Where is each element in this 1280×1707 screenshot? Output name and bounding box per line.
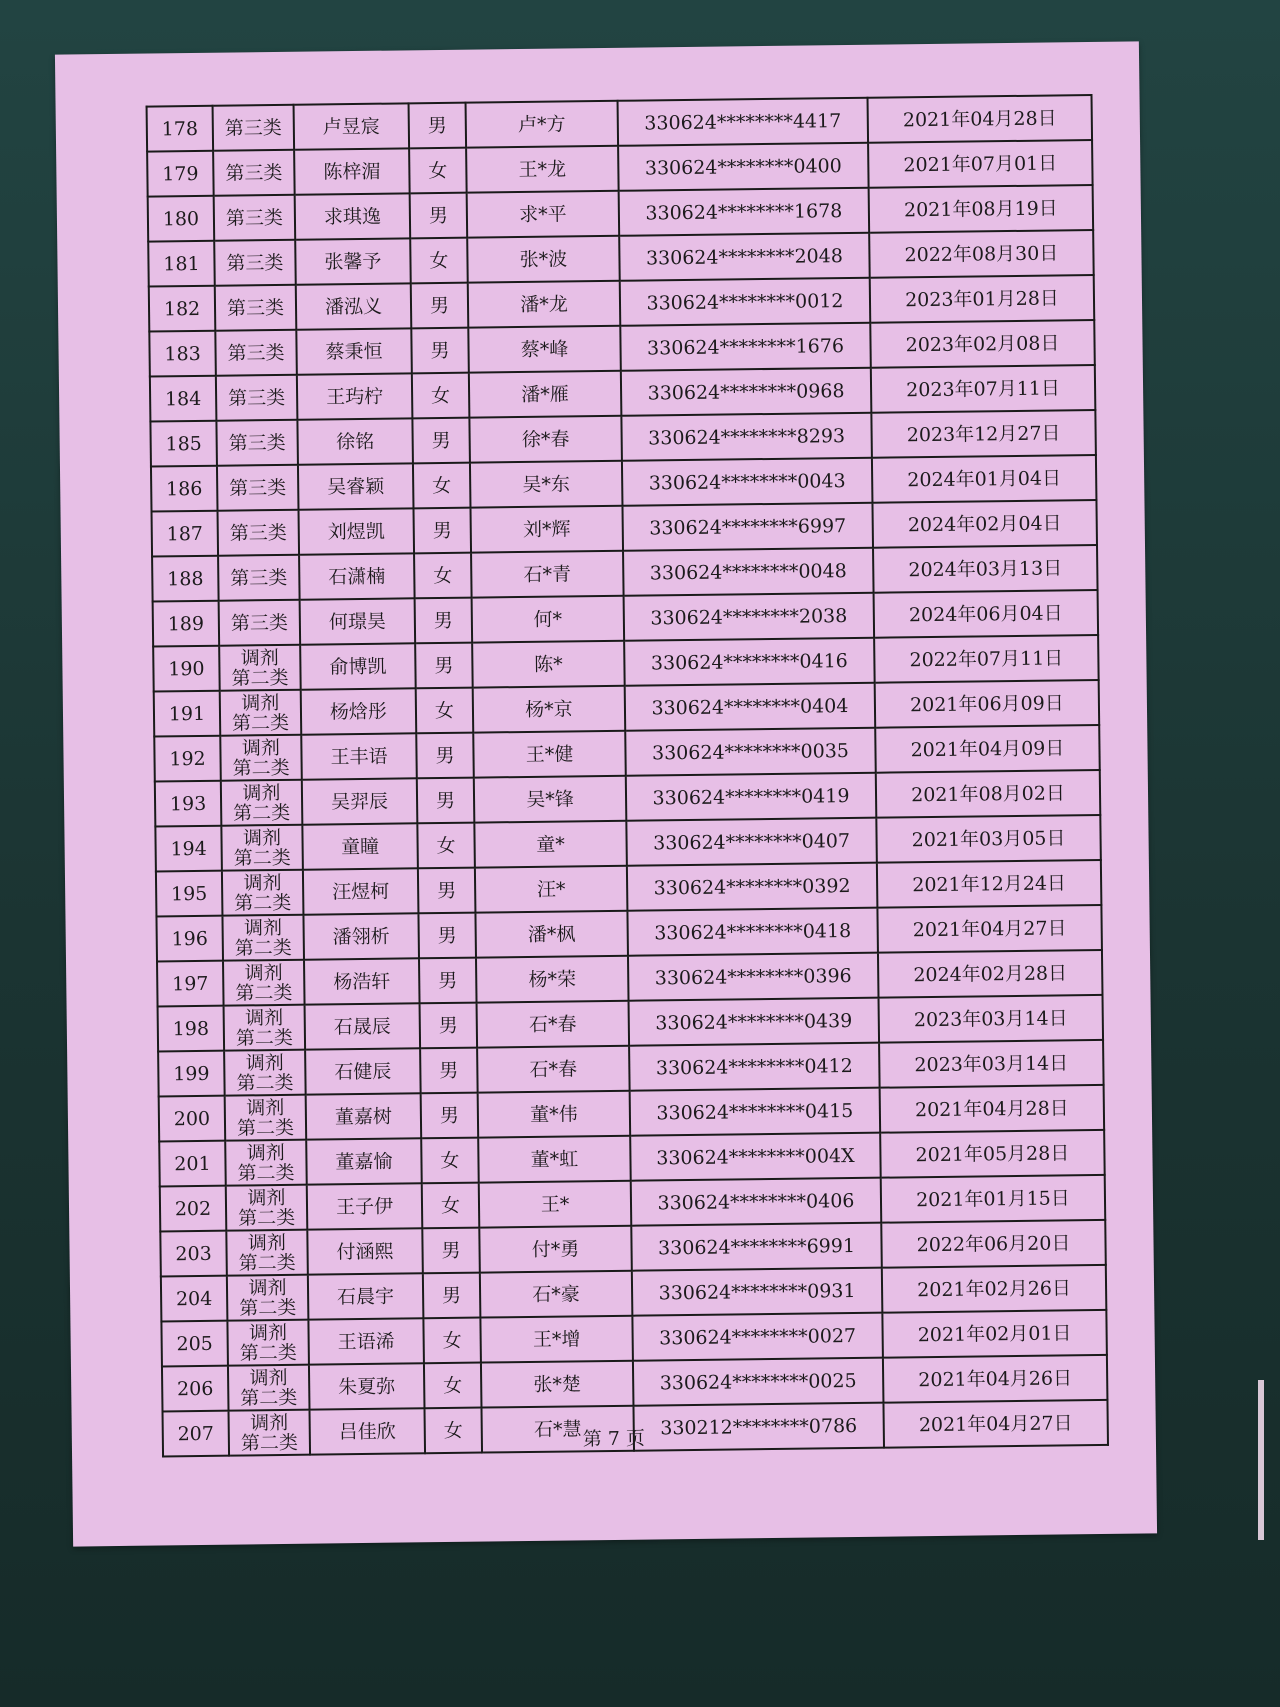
category-cell (220, 690, 302, 736)
category-cell: 第三类 (218, 555, 300, 601)
category-cell (226, 1230, 308, 1276)
guardian-name-cell: 潘*枫 (475, 911, 628, 958)
table-body (147, 95, 1108, 1456)
row-number-cell: 206 (162, 1366, 229, 1412)
gender-cell: 男 (419, 958, 477, 1004)
gender-cell: 男 (415, 598, 473, 644)
guardian-name-cell: 王*健 (473, 731, 626, 778)
gender-cell: 男 (411, 283, 469, 329)
category-line-2: 第二类 (232, 756, 290, 780)
category-cell (224, 1005, 306, 1051)
notice-sheet (55, 41, 1157, 1546)
guardian-name-cell: 王*增 (480, 1316, 633, 1363)
category-line-1: 调剂 (246, 1141, 285, 1164)
category-cell (225, 1140, 307, 1186)
guardian-name-cell: 张*波 (467, 236, 620, 283)
category-line-1: 调剂 (240, 646, 279, 669)
row-number-cell: 204 (161, 1276, 228, 1322)
category-line-2: 第二类 (236, 1116, 295, 1140)
birth-date-cell: 2021年08月19日 (869, 185, 1094, 233)
row-number-cell: 183 (149, 331, 216, 377)
guardian-name-cell: 何* (472, 596, 625, 643)
row-number-cell: 205 (161, 1321, 228, 1367)
category-line-2: 第二类 (236, 1071, 294, 1095)
guardian-name-cell: 张*楚 (481, 1361, 634, 1408)
id-number-cell: 330624********0406 (631, 1178, 882, 1226)
row-number-cell: 195 (156, 871, 223, 917)
guardian-name-cell: 杨*荣 (476, 956, 629, 1003)
enrollment-table (146, 94, 1109, 1457)
row-number-cell: 190 (153, 646, 220, 692)
category-cell: 第三类 (217, 465, 299, 511)
gender-cell: 男 (416, 733, 474, 779)
student-name-cell: 何璟昊 (300, 598, 416, 644)
category-cell (226, 1185, 308, 1231)
category-cell: 第三类 (219, 600, 301, 646)
guardian-name-cell: 刘*辉 (470, 506, 623, 553)
guardian-name-cell: 汪* (475, 866, 628, 913)
id-number-cell: 330624********0035 (625, 728, 876, 776)
student-name-cell: 杨浩轩 (304, 958, 420, 1004)
adjacent-paper-edge (1258, 1380, 1264, 1540)
birth-date-cell: 2021年03月05日 (876, 815, 1101, 863)
gender-cell: 男 (411, 328, 469, 374)
birth-date-cell: 2022年07月11日 (874, 635, 1099, 683)
row-number-cell: 200 (159, 1096, 226, 1142)
category-line-2: 第二类 (234, 936, 292, 960)
category-cell: 第三类 (215, 285, 297, 331)
student-name-cell: 董嘉树 (306, 1093, 422, 1139)
category-cell (219, 645, 301, 691)
gender-cell: 男 (413, 508, 471, 554)
student-name-cell: 王玙柠 (297, 373, 413, 419)
guardian-name-cell: 石*春 (477, 1001, 630, 1048)
category-cell (222, 915, 304, 961)
category-cell (224, 1050, 306, 1096)
gender-cell: 女 (417, 823, 475, 869)
gender-cell: 女 (421, 1138, 479, 1184)
birth-date-cell: 2022年06月20日 (881, 1220, 1106, 1268)
id-number-cell: 330624********6991 (631, 1223, 882, 1271)
birth-date-cell: 2021年02月26日 (882, 1265, 1107, 1313)
gender-cell: 女 (409, 148, 467, 194)
gender-cell: 男 (410, 193, 468, 239)
student-name-cell: 卢昱宸 (294, 103, 410, 149)
category-cell (228, 1365, 310, 1411)
birth-date-cell: 2021年04月28日 (880, 1085, 1105, 1133)
row-number-cell: 191 (154, 691, 221, 737)
gender-cell: 女 (410, 238, 468, 284)
id-number-cell: 330624********0025 (633, 1358, 884, 1406)
row-number-cell: 178 (147, 106, 214, 152)
category-line-1: 调剂 (245, 1051, 284, 1074)
category-line-1: 调剂 (247, 1186, 286, 1209)
birth-date-cell: 2021年05月28日 (880, 1130, 1105, 1178)
birth-date-cell: 2021年04月26日 (883, 1355, 1108, 1403)
gender-cell: 女 (414, 553, 472, 599)
id-number-cell: 330624********0043 (622, 458, 873, 506)
row-number-cell: 182 (149, 286, 216, 332)
category-cell (220, 735, 302, 781)
student-name-cell: 潘翎析 (303, 913, 419, 959)
birth-date-cell: 2021年01月15日 (881, 1175, 1106, 1223)
gender-cell: 男 (409, 103, 467, 149)
student-name-cell: 王子伊 (307, 1183, 423, 1229)
category-line-1: 调剂 (243, 916, 283, 939)
category-cell (221, 825, 303, 871)
birth-date-cell: 2022年08月30日 (869, 230, 1094, 278)
id-number-cell: 330624********0968 (621, 368, 872, 416)
guardian-name-cell: 吴*锋 (474, 776, 627, 823)
id-number-cell: 330624********0396 (628, 953, 879, 1001)
category-line-2: 第二类 (235, 1026, 294, 1050)
guardian-name-cell: 潘*龙 (468, 281, 621, 328)
gender-cell: 男 (412, 418, 470, 464)
gender-cell: 女 (422, 1183, 480, 1229)
gender-cell: 女 (413, 463, 471, 509)
gender-cell: 女 (412, 373, 470, 419)
category-cell: 第三类 (216, 375, 298, 421)
gender-cell: 男 (423, 1273, 481, 1319)
id-number-cell: 330624********0419 (626, 773, 877, 821)
birth-date-cell: 2024年02月28日 (878, 950, 1103, 998)
student-name-cell: 汪煜柯 (303, 868, 419, 914)
guardian-name-cell: 付*勇 (479, 1226, 632, 1273)
category-line-2: 第二类 (239, 1341, 297, 1365)
birth-date-cell: 2024年03月13日 (873, 545, 1098, 593)
id-number-cell: 330624********6997 (622, 503, 873, 551)
row-number-cell: 192 (154, 736, 221, 782)
category-line-2: 第二类 (234, 891, 292, 915)
birth-date-cell: 2023年07月11日 (871, 365, 1096, 413)
gender-cell: 男 (418, 913, 476, 959)
row-number-cell: 185 (150, 421, 217, 467)
id-number-cell: 330624********0048 (623, 548, 874, 596)
birth-date-cell: 2024年06月04日 (874, 590, 1099, 638)
category-cell: 第三类 (215, 330, 297, 376)
id-number-cell: 330624********004X (630, 1133, 881, 1181)
category-line-2: 第二类 (240, 1386, 298, 1410)
row-number-cell: 187 (152, 511, 219, 557)
id-number-cell: 330624********2038 (624, 593, 875, 641)
category-line-2: 第二类 (238, 1251, 296, 1275)
id-number-cell: 330624********1678 (619, 188, 870, 236)
id-number-cell: 330624********0415 (630, 1088, 881, 1136)
id-number-cell: 330624********1676 (620, 323, 871, 371)
student-name-cell: 石晟辰 (305, 1003, 421, 1049)
student-name-cell: 石潇楠 (299, 553, 415, 599)
student-name-cell: 蔡秉恒 (296, 328, 412, 374)
guardian-name-cell: 王*龙 (466, 146, 619, 193)
category-line-2: 第二类 (233, 801, 291, 825)
student-name-cell: 石晨宇 (308, 1273, 424, 1319)
student-name-cell: 俞博凯 (300, 643, 416, 689)
id-number-cell: 330624********4417 (618, 98, 869, 146)
category-line-2: 第二类 (235, 981, 293, 1005)
id-number-cell: 330624********0404 (625, 683, 876, 731)
birth-date-cell: 2024年02月04日 (872, 500, 1097, 548)
id-number-cell: 330624********0418 (627, 908, 878, 956)
guardian-name-cell: 徐*春 (469, 416, 622, 463)
category-line-2: 第二类 (233, 846, 291, 870)
row-number-cell: 194 (155, 826, 222, 872)
id-number-cell: 330212********0786 (633, 1403, 884, 1451)
gender-cell: 女 (416, 688, 474, 734)
row-number-cell: 203 (160, 1231, 227, 1277)
row-number-cell: 186 (151, 466, 218, 512)
category-line-1: 调剂 (241, 691, 280, 714)
category-cell (221, 780, 303, 826)
guardian-name-cell: 潘*雁 (469, 371, 622, 418)
category-cell (227, 1275, 309, 1321)
guardian-name-cell: 吴*东 (470, 461, 623, 508)
row-number-cell: 199 (158, 1051, 225, 1097)
guardian-name-cell: 陈* (472, 641, 625, 688)
gender-cell: 男 (418, 868, 476, 914)
birth-date-cell: 2021年08月02日 (876, 770, 1101, 818)
gender-cell: 男 (417, 778, 475, 824)
category-line-1: 调剂 (245, 1006, 284, 1029)
student-name-cell: 吕佳欣 (309, 1408, 425, 1454)
row-number-cell: 184 (150, 376, 217, 422)
category-line-1: 调剂 (246, 1096, 285, 1119)
id-number-cell: 330624********0012 (620, 278, 871, 326)
guardian-name-cell: 董*虹 (478, 1136, 631, 1183)
student-name-cell: 付涵熙 (307, 1228, 423, 1274)
category-cell: 第三类 (218, 510, 300, 556)
student-name-cell: 童瞳 (302, 823, 418, 869)
id-number-cell: 330624********0412 (629, 1043, 880, 1091)
guardian-name-cell: 石*春 (477, 1046, 630, 1093)
birth-date-cell: 2023年02月08日 (870, 320, 1095, 368)
student-name-cell: 刘煜凯 (299, 508, 415, 554)
student-name-cell: 王丰语 (301, 733, 417, 779)
gender-cell: 女 (423, 1318, 481, 1364)
gender-cell: 男 (415, 643, 473, 689)
category-line-2: 第二类 (239, 1296, 297, 1320)
birth-date-cell: 2021年02月01日 (882, 1310, 1107, 1358)
category-line-2: 第二类 (231, 711, 290, 735)
category-cell: 第三类 (216, 420, 298, 466)
guardian-name-cell: 求*平 (467, 191, 620, 238)
student-name-cell: 石健辰 (305, 1048, 421, 1094)
student-name-cell: 杨焓彤 (301, 688, 417, 734)
student-name-cell: 王语浠 (308, 1318, 424, 1364)
student-name-cell: 求琪逸 (295, 193, 411, 239)
guardian-name-cell: 石*青 (471, 551, 624, 598)
category-line-1: 调剂 (248, 1321, 288, 1344)
row-number-cell: 197 (157, 961, 224, 1007)
guardian-name-cell: 蔡*峰 (468, 326, 621, 373)
page-number: 第 7 页 (582, 1427, 646, 1451)
id-number-cell: 330624********0027 (632, 1313, 883, 1361)
id-number-cell: 330624********2048 (619, 233, 870, 281)
row-number-cell: 181 (148, 241, 215, 287)
student-name-cell: 董嘉愉 (306, 1138, 422, 1184)
student-name-cell: 徐铭 (297, 418, 413, 464)
birth-date-cell: 2021年07月01日 (868, 140, 1093, 188)
birth-date-cell: 2023年01月28日 (870, 275, 1095, 323)
birth-date-cell: 2021年04月27日 (883, 1400, 1108, 1448)
category-line-2: 第二类 (237, 1161, 295, 1185)
id-number-cell: 330624********8293 (621, 413, 872, 461)
id-number-cell: 330624********0416 (624, 638, 875, 686)
row-number-cell: 202 (160, 1186, 227, 1232)
category-cell (225, 1095, 307, 1141)
id-number-cell: 330624********0439 (629, 998, 880, 1046)
category-line-1: 调剂 (250, 1411, 289, 1434)
birth-date-cell: 2021年04月09日 (875, 725, 1100, 773)
category-cell: 第三类 (214, 195, 296, 241)
row-number-cell: 198 (158, 1006, 225, 1052)
guardian-name-cell: 石*豪 (480, 1271, 633, 1318)
guardian-name-cell: 石*慧 (481, 1406, 634, 1453)
gender-cell: 男 (421, 1093, 479, 1139)
row-number-cell: 180 (148, 196, 215, 242)
guardian-name-cell: 杨*京 (473, 686, 626, 733)
category-cell (227, 1320, 309, 1366)
category-line-1: 调剂 (242, 826, 282, 849)
row-number-cell: 179 (147, 151, 214, 197)
category-cell: 第三类 (214, 240, 296, 286)
student-name-cell: 吴睿颖 (298, 463, 414, 509)
category-line-1: 调剂 (241, 736, 281, 759)
row-number-cell: 196 (156, 916, 223, 962)
id-number-cell: 330624********0931 (632, 1268, 883, 1316)
birth-date-cell: 2023年03月14日 (879, 995, 1104, 1043)
category-line-1: 调剂 (247, 1231, 287, 1254)
row-number-cell: 201 (159, 1141, 226, 1187)
category-line-2: 第二类 (231, 666, 289, 690)
category-line-1: 调剂 (242, 781, 281, 804)
student-name-cell: 张馨予 (295, 238, 411, 284)
student-name-cell: 朱夏弥 (309, 1363, 425, 1409)
category-line-1: 调剂 (243, 871, 282, 894)
guardian-name-cell: 王* (479, 1181, 632, 1228)
category-line-2: 第二类 (240, 1431, 299, 1455)
category-line-1: 调剂 (249, 1366, 288, 1389)
row-number-cell: 207 (163, 1411, 230, 1457)
category-cell (222, 870, 304, 916)
id-number-cell: 330624********0392 (627, 863, 878, 911)
guardian-name-cell: 董*伟 (478, 1091, 631, 1138)
category-cell: 第三类 (213, 105, 295, 151)
birth-date-cell: 2021年04月28日 (868, 95, 1093, 143)
birth-date-cell: 2023年03月14日 (879, 1040, 1104, 1088)
gender-cell: 女 (424, 1363, 482, 1409)
gender-cell: 男 (422, 1228, 480, 1274)
gender-cell: 男 (420, 1003, 478, 1049)
birth-date-cell: 2023年12月27日 (871, 410, 1096, 458)
birth-date-cell: 2021年06月09日 (875, 680, 1100, 728)
student-name-cell: 吴羿辰 (302, 778, 418, 824)
row-number-cell: 193 (155, 781, 222, 827)
guardian-name-cell: 童* (474, 821, 627, 868)
category-line-2: 第二类 (238, 1206, 296, 1230)
category-line-1: 调剂 (248, 1276, 287, 1299)
category-line-1: 调剂 (244, 961, 283, 984)
student-name-cell: 陈梓湄 (294, 148, 410, 194)
birth-date-cell: 2024年01月04日 (872, 455, 1097, 503)
row-number-cell: 189 (153, 601, 220, 647)
category-cell: 第三类 (213, 150, 295, 196)
id-number-cell: 330624********0407 (626, 818, 877, 866)
student-name-cell: 潘泓义 (296, 283, 412, 329)
category-cell (223, 960, 305, 1006)
birth-date-cell: 2021年12月24日 (877, 860, 1102, 908)
guardian-name-cell: 卢*方 (466, 101, 619, 148)
id-number-cell: 330624********0400 (618, 143, 869, 191)
birth-date-cell: 2021年04月27日 (877, 905, 1102, 953)
gender-cell: 男 (420, 1048, 478, 1094)
gender-cell: 女 (424, 1408, 482, 1454)
row-number-cell: 188 (152, 556, 219, 602)
